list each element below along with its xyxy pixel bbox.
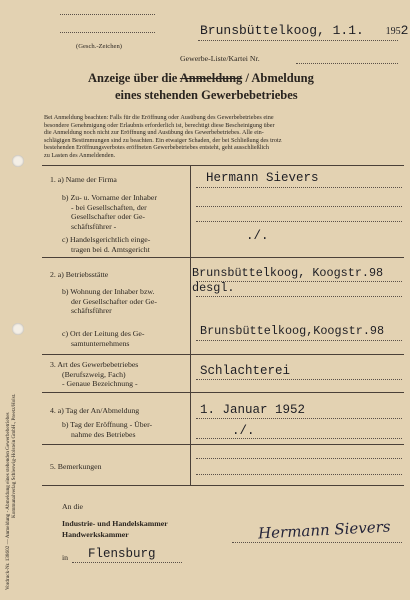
value-wohnung: desgl. (192, 281, 235, 295)
punch-hole-top (12, 155, 24, 167)
reference-line-2 (60, 32, 155, 33)
row-divider-3 (42, 392, 404, 393)
label-leitung (62, 329, 144, 348)
form-title-line1 (88, 71, 314, 86)
label-bemerkungen: 5. Bemerkungen (50, 462, 102, 471)
place-date (200, 23, 408, 38)
notice-line: bestehenden Eröffnungsverbotes eröffneten Gewerbebetriebes entsteht, geht ausschließlich (44, 144, 270, 152)
notice-line: die Anmeldung noch nicht zur Eröffnung und Ausübung des Gewerbebetriebes. Alle ein- (44, 129, 264, 137)
title-struck-word: Anmeldung (179, 71, 243, 85)
city-line (72, 562, 182, 563)
value-line-art (196, 379, 402, 380)
label-inhaber-line: - bei Gesellschaften, der (71, 202, 147, 212)
value-leitung: Brunsbüttelkoog,Koogstr.98 (200, 324, 385, 338)
label-firma: 1. a) Name der Firma (50, 175, 117, 184)
value-tag-anmeldung: 1. Januar 1952 (200, 403, 306, 417)
row-divider-2 (42, 354, 404, 355)
year-print: 195 (385, 26, 401, 37)
form-title-line2: eines stehenden Gewerbebetriebes (115, 88, 298, 102)
value-line-wohnung (196, 296, 402, 297)
gewerbe-liste-label: Gewerbe-Liste/Kartei Nr. (180, 54, 260, 63)
label-betriebsstaette: 2. a) Betriebsstätte (50, 270, 109, 279)
margin-imprint-line: Vordruck-Nr. 138602 — Anmeldung - Abmeldung eines stehenden Gewerbebetriebes (5, 412, 11, 590)
label-art-line: - Genaue Bezeichnung - (62, 379, 138, 388)
signature: Hermann Sievers (257, 517, 391, 543)
city-value: Flensburg (88, 547, 156, 561)
year-typed: 2 (400, 23, 409, 38)
table-top-border (42, 165, 404, 166)
label-tag-anmeldung: 4. a) Tag der An/Abmeldung (50, 406, 140, 415)
reference-line-1 (60, 14, 155, 15)
notice-line: besondere Genehmigung oder Erlaubnis erforderlich ist, berechtigt diese Bescheinigung über (44, 121, 275, 129)
label-inhaber-line: b) Zu- u. Vorname der Inhaber (62, 193, 157, 202)
label-art-line: 3. Art des Gewerbebetriebes (50, 360, 139, 369)
label-inhaber-line: Gesellschafter oder Ge- (71, 212, 146, 221)
value-betriebsstaette: Brunsbüttelkoog, Koogstr.98 (192, 266, 384, 280)
label-handelsgericht-line: c) Handelsgerichtlich einge- (62, 235, 151, 244)
addressee-hwk: Handwerkskammer (62, 530, 129, 539)
label-eroeffnung-line: b) Tag der Eröffnung - Über- (62, 420, 153, 429)
margin-imprint-line: Kommunalverlag Schleswig-Holstein GmbH., Preetz/Holst. (11, 393, 18, 518)
label-art-line: (Berufszweig, Fach) (62, 369, 126, 379)
label-wohnung-line: b) Wohnung der Inhaber bzw. (62, 287, 155, 296)
label-wohnung-line: der Gesellschafter oder Ge- (71, 296, 157, 306)
value-eroeffnung: ./. (232, 424, 255, 438)
value-line-bemerkungen-1 (196, 458, 402, 459)
row-divider-1 (42, 257, 404, 258)
table-column-divider (190, 165, 191, 485)
value-line-firma (196, 187, 402, 188)
signature-line (232, 542, 402, 543)
notice-line: schlägigen Bestimmungen sind zu beachten. Ein etwaiger Schaden, der bei Schließung des trotz (44, 136, 282, 144)
value-line-eroeffnung (196, 438, 402, 439)
notice-text (44, 114, 281, 160)
title-prefix: Anzeige über die (88, 71, 178, 85)
punch-hole-bottom (12, 323, 24, 335)
place-date-text: Brunsbüttelkoog, 1.1. (200, 23, 364, 38)
geschaeftszeichen-label: (Gesch.-Zeichen) (76, 43, 122, 50)
value-line-inhaber-1 (196, 206, 402, 207)
label-wohnung (62, 287, 157, 316)
label-leitung-line: c) Ort der Leitung des Ge- (62, 329, 145, 338)
row-divider-4 (42, 444, 404, 445)
value-art: Schlachterei (200, 364, 291, 378)
label-inhaber (62, 193, 157, 231)
list-number-line (296, 63, 398, 64)
city-label: in (62, 553, 69, 562)
addressee-ihk: Industrie- und Handelskammer (62, 519, 168, 528)
value-firma: Hermann Sievers (206, 171, 319, 185)
margin-imprint (5, 394, 18, 590)
label-eroeffnung (62, 420, 152, 439)
value-line-bemerkungen-2 (196, 474, 402, 475)
label-wohnung-line: schäftsführer (71, 306, 112, 315)
addressee-intro: An die (62, 502, 84, 511)
label-handelsgericht-line: tragen bei d. Amtsgericht (71, 244, 150, 254)
label-leitung-line: samtunternehmens (71, 338, 130, 348)
label-eroeffnung-line: nahme des Betriebes (71, 429, 136, 439)
notice-line: Bei Anmeldung beachten: Falls für die Eröffnung oder Ausübung des Gewerbebetriebes eine (44, 114, 274, 121)
value-line-tag-anmeldung (196, 418, 402, 419)
value-line-inhaber-2 (196, 221, 402, 222)
label-inhaber-line: schäftsführer - (71, 221, 117, 231)
title-abmeldung: / Abmeldung (245, 71, 314, 85)
table-bottom-border (42, 485, 404, 486)
label-handelsgericht (62, 235, 150, 254)
notice-line: zu Lasten des Anmeldenden. (44, 151, 116, 159)
value-line-leitung (196, 340, 402, 341)
label-art (50, 360, 138, 389)
value-inhaber: ./. (246, 229, 269, 243)
date-line (198, 40, 398, 41)
